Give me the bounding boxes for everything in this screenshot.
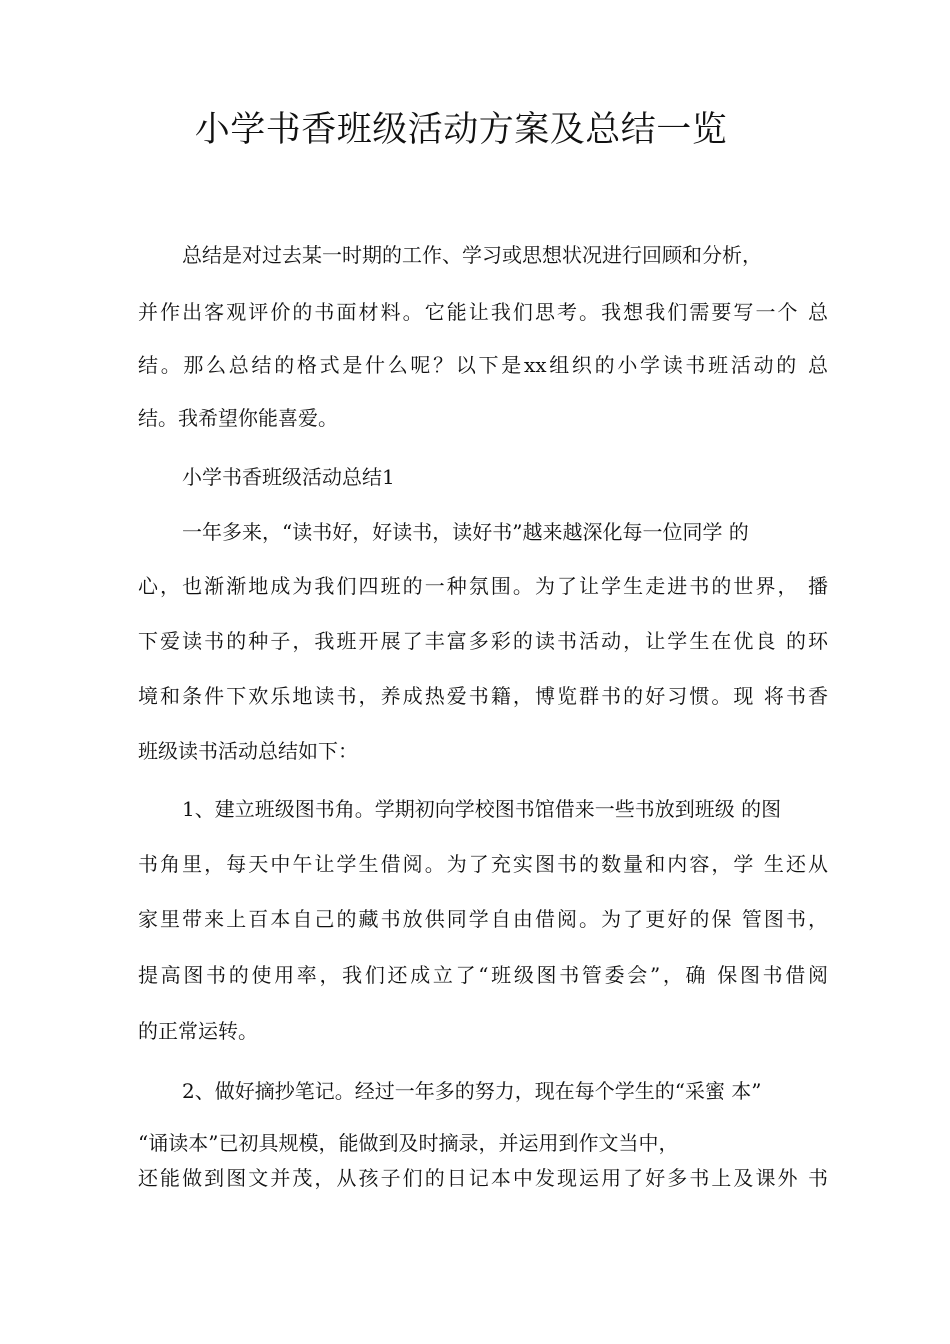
- section-heading: 小学书香班级活动总结1: [182, 465, 395, 489]
- para1-line-5: 班级读书活动总结如下：: [138, 739, 358, 763]
- para1-line-4: 境和条件下欢乐地读书，养成热爱书籍，博览群书的好习惯。现 将书香: [138, 684, 828, 708]
- para1-line-1: 一年多来，“读书好，好读书，读好书”越来越深化每一位同学 的: [182, 520, 749, 544]
- intro-line-3: 结。那么总结的格式是什么呢？以下是xx组织的小学读书班活动的 总: [138, 353, 828, 377]
- item1-line-3: 家里带来上百本自己的藏书放供同学自由借阅。为了更好的保 管图书，: [138, 907, 828, 931]
- para1-line-3: 下爱读书的种子，我班开展了丰富多彩的读书活动，让学生在优良 的环: [138, 629, 828, 653]
- item2-line-1: 2、做好摘抄笔记。经过一年多的努力，现在每个学生的“采蜜 本”: [182, 1079, 762, 1103]
- intro-line-1: 总结是对过去某一时期的工作、学习或思想状况进行回顾和分析，: [182, 243, 762, 267]
- intro-line-4: 结。我希望你能喜爱。: [138, 406, 338, 430]
- item2-line-3: 还能做到图文并茂，从孩子们的日记本中发现运用了好多书上及课外 书: [138, 1166, 828, 1190]
- item1-line-1: 1、建立班级图书角。学期初向学校图书馆借来一些书放到班级 的图: [182, 797, 782, 821]
- item2-line-2: “诵读本”已初具规模，能做到及时摘录，并运用到作文当中，: [138, 1131, 679, 1155]
- document-title: 小学书香班级活动方案及总结一览: [194, 110, 728, 150]
- item1-line-2: 书角里，每天中午让学生借阅。为了充实图书的数量和内容，学 生还从: [138, 852, 828, 876]
- item1-line-5: 的正常运转。: [138, 1019, 258, 1043]
- intro-line-2: 并作出客观评价的书面材料。它能让我们思考。我想我们需要写一个 总: [138, 300, 828, 324]
- para1-line-2: 心，也渐渐地成为我们四班的一种氛围。为了让学生走进书的世界， 播: [138, 574, 828, 598]
- item1-line-4: 提高图书的使用率，我们还成立了“班级图书管委会”，确 保图书借阅: [138, 963, 828, 987]
